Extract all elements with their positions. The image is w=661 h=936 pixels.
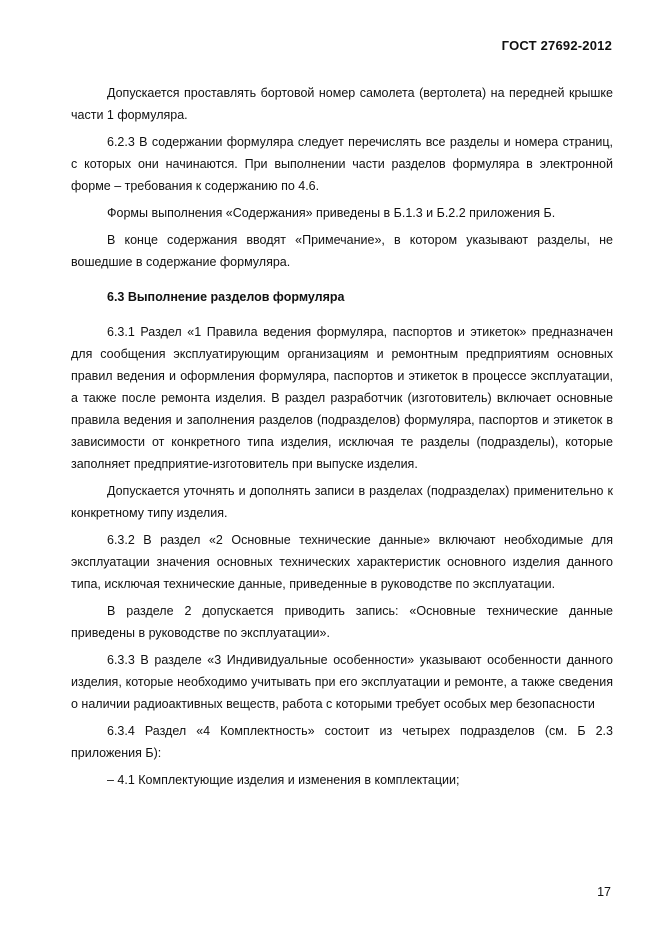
document-code: ГОСТ 27692-2012 [501, 38, 612, 53]
paragraph-6-3-4: 6.3.4 Раздел «4 Комплектность» состоит из четырех подразделов (см. Б 2.3 приложения Б): [71, 724, 613, 760]
paragraph-6-3-2: 6.3.2 В раздел «2 Основные технические данные» включают необходимые для эксплуатации значения основных технических характеристик основного изделия данного типа, исключая технические данные, приведенные в руководстве по эксплуатации. [71, 533, 613, 591]
section-heading-6-3: 6.3 Выполнение разделов формуляра [107, 290, 345, 304]
paragraph-6-3-1: 6.3.1 Раздел «1 Правила ведения формуляра, паспортов и этикеток» предназначен для сообщения эксплуатирующим организациям и ремонтным предприятиям основных правил ведения и оформления формуляра, паспортов и этикеток в процессе эксплуатации, а также после ремонта изделия. В раздел разработчик (изготовитель) включает основные правила ведения и заполнения разделов (подразделов) формуляра, паспортов и этикеток в зависимости от конкретного типа изделия, исключая те разделы (подразделы), которые заполняет предприятие-изготовитель при выпуске изделия. [71, 325, 613, 471]
paragraph-section-2-record: В разделе 2 допускается приводить запись: «Основные технические данные приведены в руководстве по эксплуатации». [71, 604, 613, 640]
paragraph-6-3-3: 6.3.3 В разделе «3 Индивидуальные особенности» указывают особенности данного изделия, которые необходимо учитывать при его эксплуатации и ремонте, а также сведения о наличии радиоактивных веществ, работа с которыми требует особых мер безопасности [71, 653, 613, 711]
document-body [71, 82, 613, 791]
page-number: 17 [597, 885, 611, 899]
paragraph-6-2-3: 6.2.3 В содержании формуляра следует перечислять все разделы и номера страниц, с которых они начинаются. При выполнении части разделов формуляра в электронной форме – требования к содержанию по 4.6. [71, 135, 613, 193]
list-item-4-1: – 4.1 Комплектующие изделия и изменения в комплектации; [107, 773, 460, 787]
paragraph-content-forms: Формы выполнения «Содержания» приведены в Б.1.3 и Б.2.2 приложения Б. [107, 206, 556, 220]
paragraph-tail-number-note: Допускается проставлять бортовой номер самолета (вертолета) на передней крышке части 1 формуляра. [71, 86, 613, 122]
paragraph-content-note: В конце содержания вводят «Примечание», в котором указывают разделы, не вошедшие в содержание формуляра. [71, 233, 613, 269]
paragraph-refine-records: Допускается уточнять и дополнять записи в разделах (подразделах) применительно к конкретному типу изделия. [71, 484, 613, 520]
